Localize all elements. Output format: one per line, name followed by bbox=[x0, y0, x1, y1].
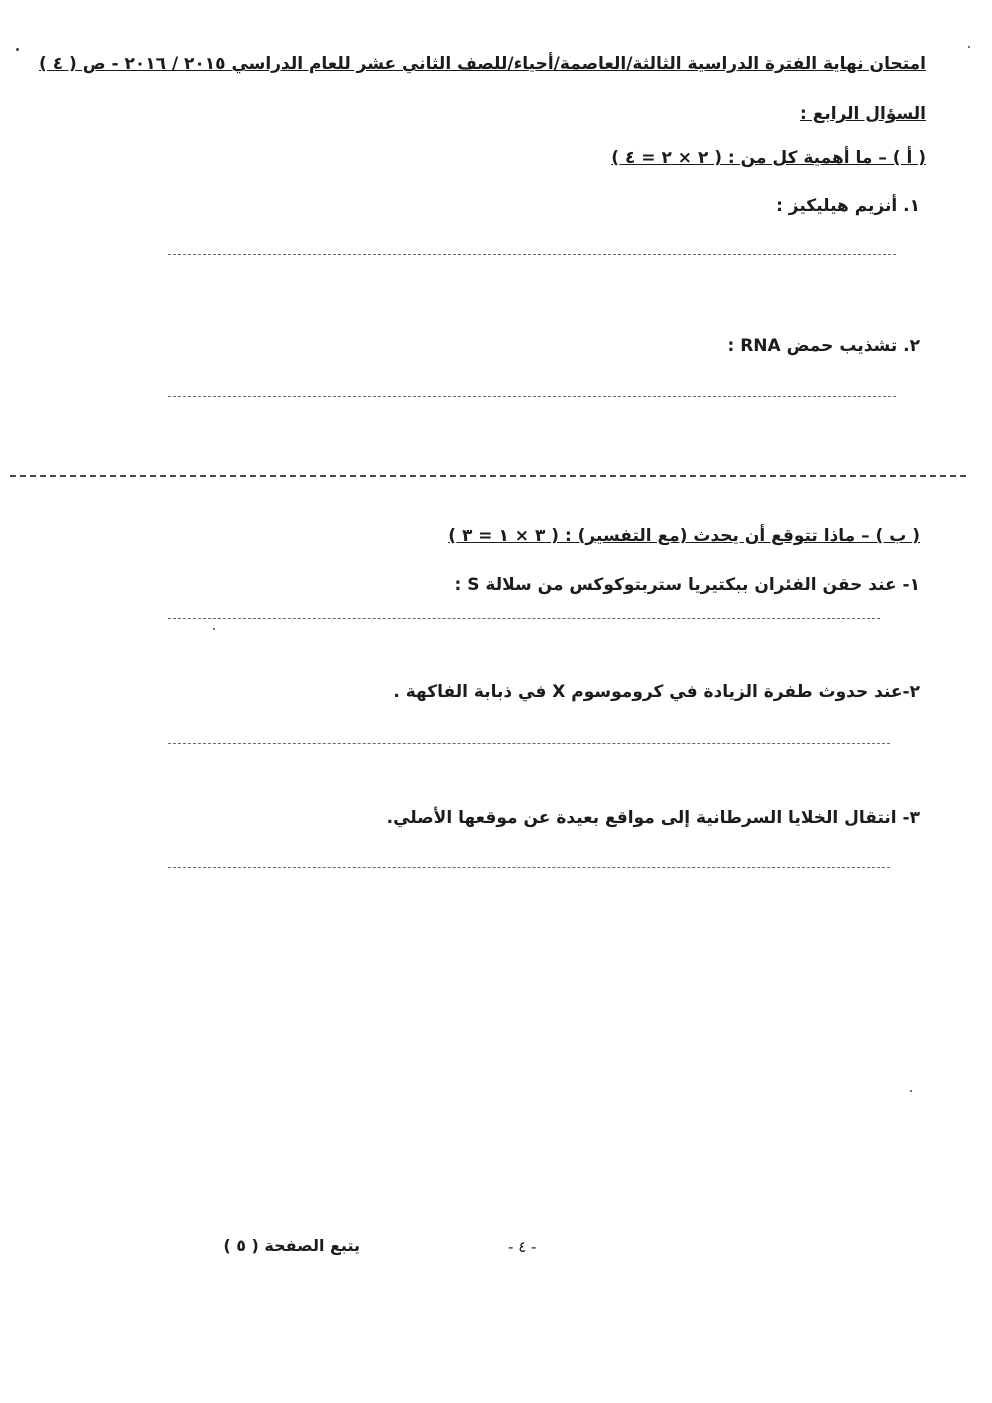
question-title: السؤال الرابع : bbox=[800, 104, 926, 124]
part-b-item-1: ١- عند حقن الفئران ببكتيريا ستربتوكوكس من سلالة S : bbox=[454, 575, 920, 595]
part-b-item-2: ٢-عند حدوث طفرة الزيادة في كروموسوم X في ذبابة الفاكهة . bbox=[393, 682, 920, 702]
part-a-heading: ( أ ) – ما أهمية كل من : ( ٢ × ٢ = ٤ ) bbox=[611, 148, 926, 168]
answer-line bbox=[168, 618, 880, 619]
page-number: - ٤ - bbox=[508, 1238, 537, 1256]
scan-speck bbox=[213, 628, 215, 630]
part-a-item-1: ١. أنزيم هيليكيز : bbox=[776, 196, 920, 216]
continue-note: يتبع الصفحة ( ٥ ) bbox=[223, 1236, 360, 1255]
part-a-item-2: ٢. تشذيب حمض RNA : bbox=[727, 336, 920, 356]
part-b-heading: ( ب ) – ماذا تتوقع أن يحدث (مع التفسير) : ( ٣ × ١ = ٣ ) bbox=[448, 526, 920, 546]
answer-line bbox=[168, 867, 890, 868]
scan-speck bbox=[16, 48, 19, 51]
answer-line bbox=[168, 396, 896, 397]
answer-line bbox=[168, 254, 896, 255]
part-b-item-3: ٣- انتقال الخلايا السرطانية إلى مواقع بعيدة عن موقعها الأصلي. bbox=[386, 808, 920, 828]
answer-line bbox=[168, 743, 890, 744]
scan-speck bbox=[910, 1090, 912, 1092]
exam-header: امتحان نهاية الفترة الدراسية الثالثة/العاصمة/أحياء/للصف الثاني عشر للعام الدراسي ٢٠١٥ / ٢٠١٦ - ص ( ٤ ) bbox=[39, 54, 926, 74]
section-divider bbox=[10, 475, 966, 477]
scan-speck bbox=[968, 46, 970, 48]
